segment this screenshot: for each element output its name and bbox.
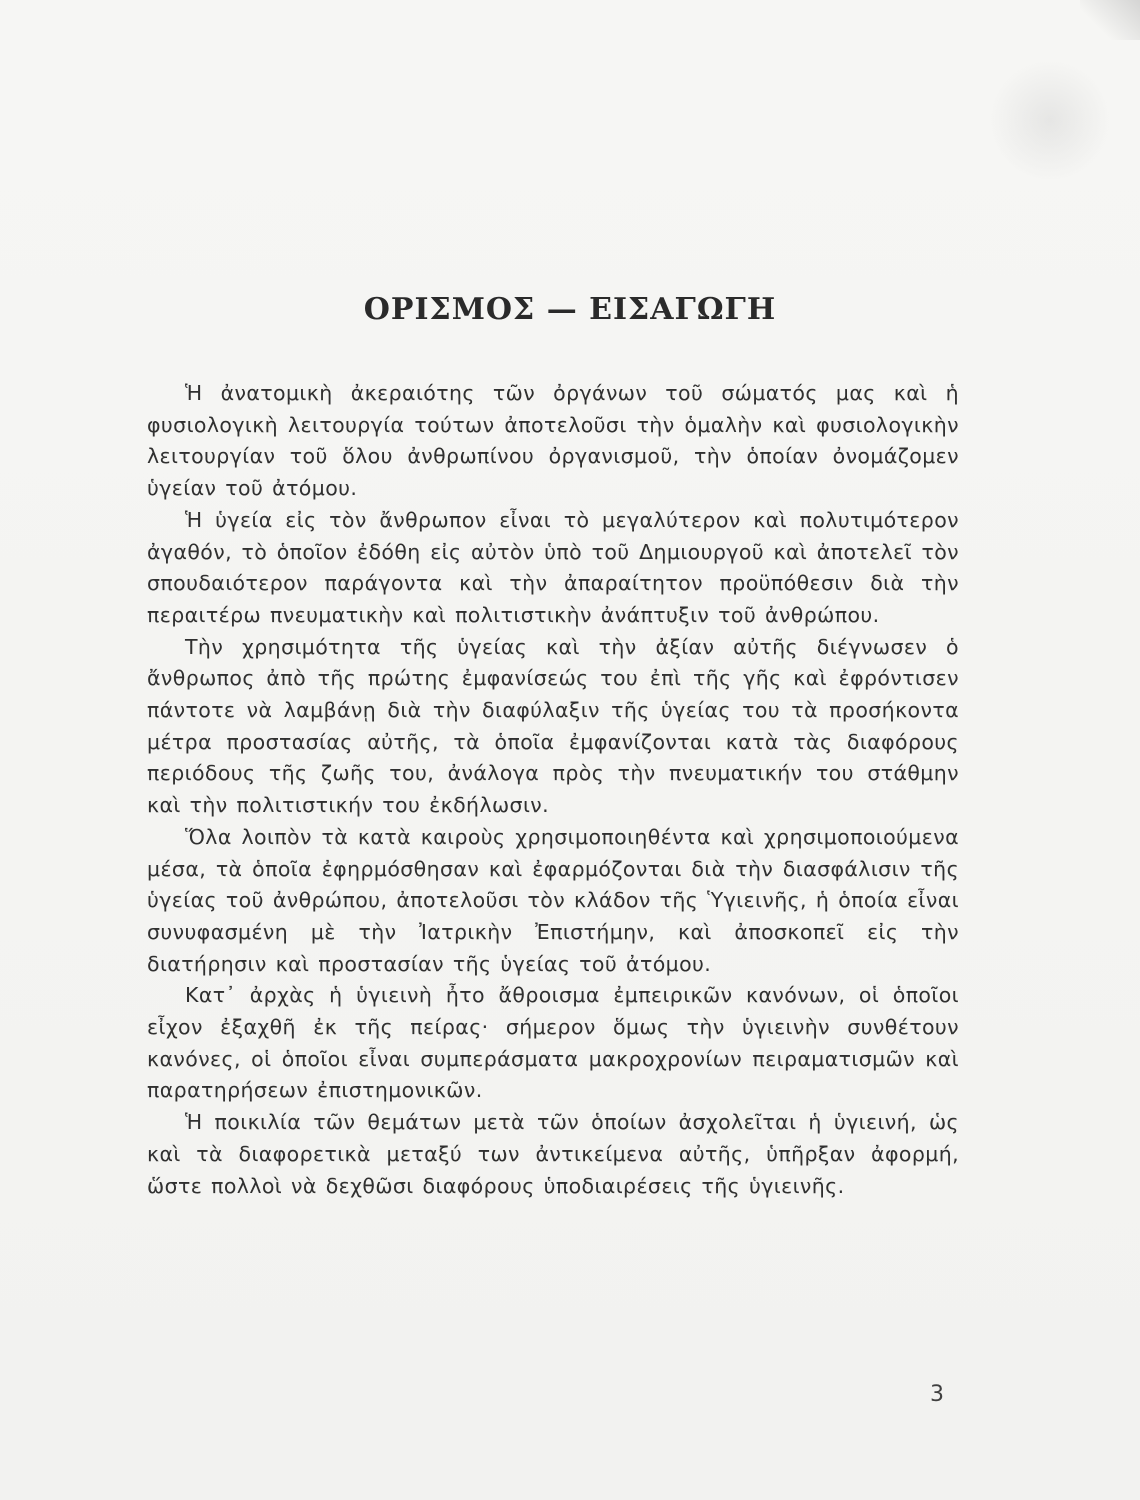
paragraph-3: Τὴν χρησιμότητα τῆς ὑγείας καὶ τὴν ἀξίαν αὐτῆς διέγνωσεν ὁ ἄνθρωπος ἀπὸ τῆς πρώτης ἐμφανίσεώς του ἐπὶ τῆς γῆς καὶ ἐφρόντισεν πάντοτε νὰ λαμβάνῃ διὰ τὴν διαφύλαξιν τῆς ὑγείας του τὰ προσήκοντα μέτρα προστασίας αὐτῆς, τὰ ὁποῖα ἐμφανίζονται κατὰ τὰς διαφόρους περιόδους τῆς ζωῆς του, ἀνάλογα πρὸς τὴν πνευματικήν του στάθμην καὶ τὴν πολιτιστικήν του ἐκδήλωσιν. <box>147 634 959 818</box>
paragraph-1: Ἡ ἀνατομικὴ ἀκεραιότης τῶν ὀργάνων τοῦ σώματός μας καὶ ἡ φυσιολογικὴ λειτουργία τούτων ἀποτελοῦσι τὴν ὁμαλὴν καὶ φυσιολογικὴν λειτουργίαν τοῦ ὅλου ἀνθρωπίνου ὀργανισμοῦ, τὴν ὁποίαν ὀνομάζομεν ὑγείαν τοῦ ἀτόμου. <box>147 381 959 501</box>
paragraph-6: Ἡ ποικιλία τῶν θεμάτων μετὰ τῶν ὁποίων ἀσχολεῖται ἡ ὑγιεινή, ὡς καὶ τὰ διαφορετικὰ μεταξύ των ἀντικείμενα αὐτῆς, ὑπῆρξαν ἀφορμή, ὥστε πολλοὶ νὰ δεχθῶσι διαφόρους ὑποδιαιρέσεις τῆς ὑγιεινῆς. <box>147 1110 959 1198</box>
page-smudge <box>990 60 1110 180</box>
paragraph-5: Κατ᾽ ἀρχὰς ἡ ὑγιεινὴ ἦτο ἄθροισμα ἐμπειρικῶν κανόνων, οἱ ὁποῖοι εἶχον ἐξαχθῆ ἐκ τῆς πείρας· σήμερον ὅμως τὴν ὑγιεινὴν συνθέτουν κανόνες, οἱ ὁποῖοι εἶναι συμπεράσματα μακροχρονίων πειραματισμῶν καὶ παρατηρήσεων ἐπιστημονικῶν. <box>147 983 959 1103</box>
page-title: ΟΡΙΣΜΟΣ — ΕΙΣΑΓΩΓΗ <box>363 292 777 327</box>
page-corner-shadow <box>1080 0 1140 40</box>
body-text <box>147 378 959 1202</box>
paragraph-2: Ἡ ὑγεία εἰς τὸν ἄνθρωπον εἶναι τὸ μεγαλύτερον καὶ πολυτιμότερον ἀγαθόν, τὸ ὁποῖον ἐδόθη εἰς αὐτὸν ὑπὸ τοῦ Δημιουργοῦ καὶ ἀποτελεῖ τὸν σπουδαιότερον παράγοντα καὶ τὴν ἀπαραίτητον προϋπόθεσιν διὰ τὴν περαιτέρω πνευματικὴν καὶ πολιτιστικὴν ἀνάπτυξιν τοῦ ἀνθρώπου. <box>147 507 959 627</box>
paragraph-4: Ὅλα λοιπὸν τὰ κατὰ καιροὺς χρησιμοποιηθέντα καὶ χρησιμοποιούμενα μέσα, τὰ ὁποῖα ἐφηρμόσθησαν καὶ ἐφαρμόζονται διὰ τὴν διασφάλισιν τῆς ὑγείας τοῦ ἀνθρώπου, ἀποτελοῦσι τὸν κλάδον τῆς Ὑγιεινῆς, ἡ ὁποία εἶναι συνυφασμένη μὲ τὴν Ἰατρικὴν Ἐπιστήμην, καὶ ἀποσκοπεῖ εἰς τὴν διατήρησιν καὶ προστασίαν τῆς ὑγείας τοῦ ἀτόμου. <box>147 824 959 976</box>
page-number: 3 <box>930 1382 944 1407</box>
